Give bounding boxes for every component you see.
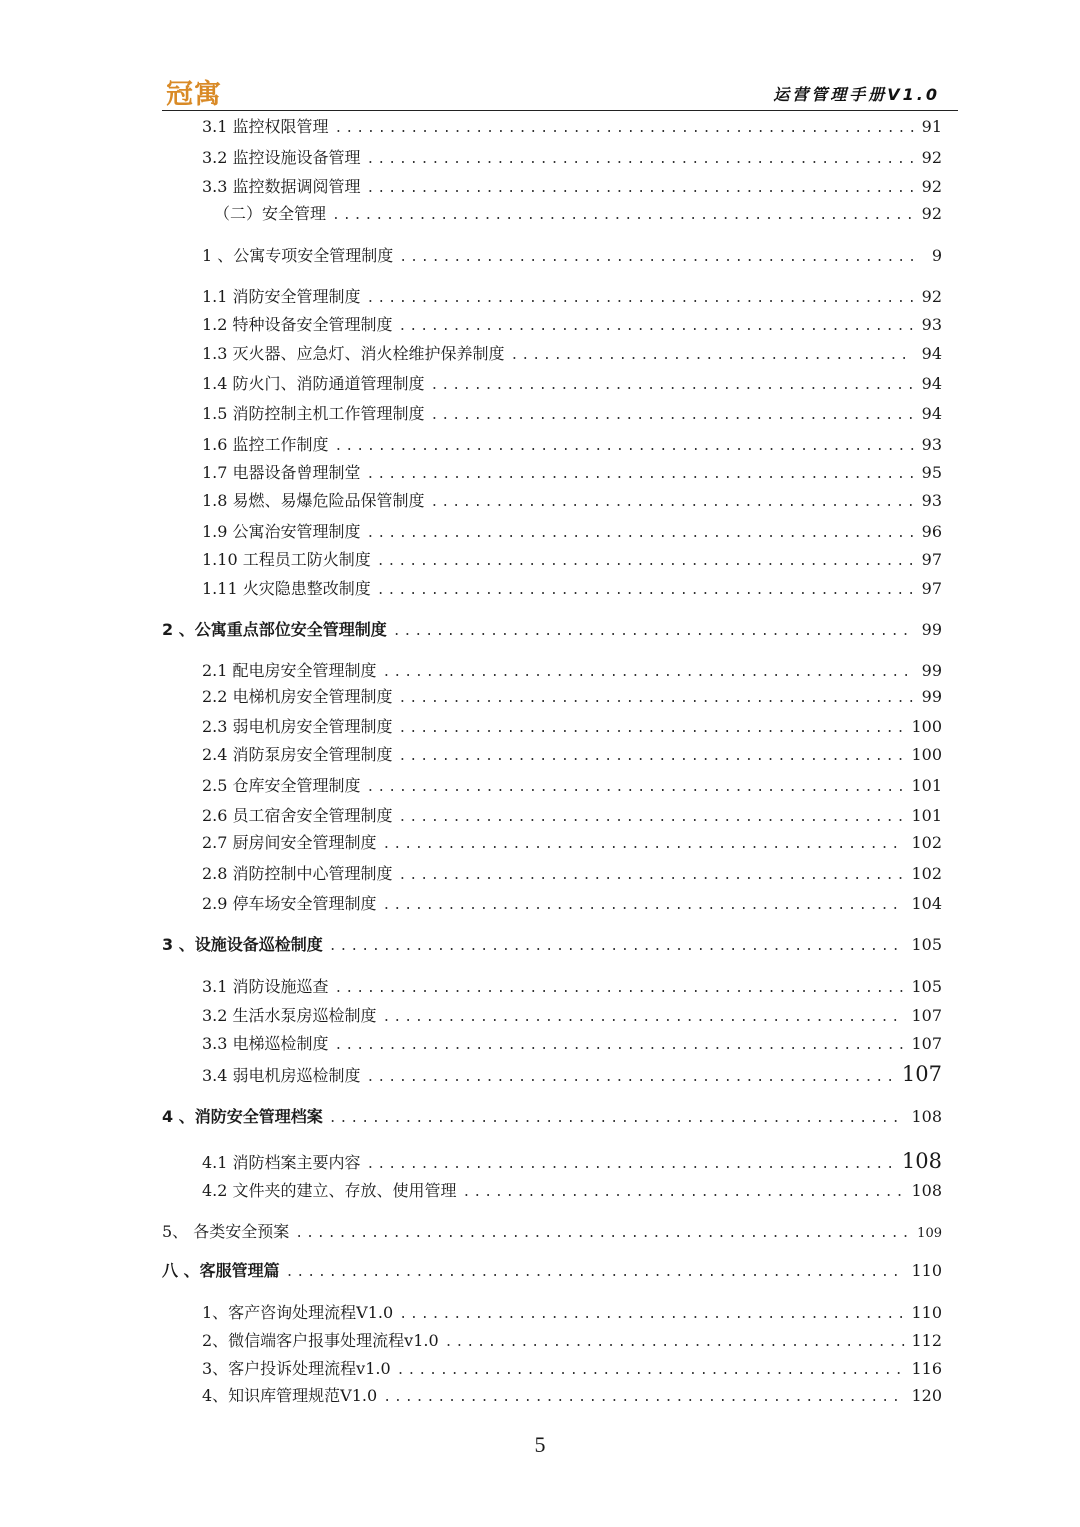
toc-entry[interactable] — [202, 1151, 942, 1173]
toc-label: 4、知识库管理规范V1.0 — [202, 1386, 378, 1405]
toc-page-number: 97 — [921, 550, 942, 569]
toc-entry[interactable] — [202, 550, 942, 572]
toc-leader — [399, 747, 906, 767]
toc-page-number: 9 — [931, 246, 942, 265]
toc-label: 2 、公寓重点部位安全管理制度 — [162, 620, 387, 639]
toc-label: 3.3 电梯巡检制度 — [202, 1034, 329, 1053]
toc-label: 1.2 特种设备安全管理制度 — [202, 315, 393, 334]
toc-page-number: 116 — [911, 1359, 942, 1378]
toc-section[interactable] — [162, 935, 942, 957]
toc-leader — [335, 979, 906, 999]
toc-section[interactable] — [162, 1261, 942, 1283]
toc-leader — [399, 689, 914, 709]
toc-page-number: 102 — [911, 864, 942, 883]
toc-entry[interactable] — [202, 463, 942, 485]
toc-entry[interactable] — [202, 246, 942, 268]
toc-leader — [367, 524, 914, 544]
toc-entry[interactable] — [202, 177, 942, 199]
toc-page-number: 101 — [911, 776, 942, 795]
toc-entry[interactable] — [202, 117, 942, 139]
toc-entry[interactable] — [202, 1064, 942, 1086]
toc-entry[interactable] — [202, 148, 942, 170]
toc-leader — [377, 552, 914, 572]
toc-leader — [367, 465, 914, 485]
toc-leader — [286, 1263, 906, 1283]
toc-label: （二）安全管理 — [214, 204, 327, 223]
toc-entry[interactable] — [202, 717, 942, 739]
toc-leader — [383, 896, 906, 916]
page-header — [162, 70, 958, 111]
toc-entry[interactable] — [202, 404, 942, 426]
toc-page-number: 99 — [921, 687, 942, 706]
toc-label: 1 、公寓专项安全管理制度 — [202, 246, 394, 265]
toc-label: 4.1 消防档案主要内容 — [202, 1153, 361, 1172]
toc-leader — [431, 376, 914, 396]
toc-leader — [383, 663, 914, 683]
toc-page-number: 100 — [911, 717, 942, 736]
toc-label: 3 、设施设备巡检制度 — [162, 935, 323, 954]
toc-page-number: 107 — [911, 1034, 942, 1053]
toc-page-number: 92 — [921, 177, 942, 196]
toc-leader — [431, 493, 914, 513]
toc-leader — [332, 206, 914, 226]
toc-label: 4 、消防安全管理档案 — [162, 1107, 323, 1126]
toc-leader — [367, 289, 914, 309]
toc-entry[interactable] — [202, 1181, 942, 1203]
toc-label: 1、客产咨询处理流程V1.0 — [202, 1303, 394, 1322]
toc-leader — [431, 406, 914, 426]
toc-entry[interactable] — [202, 806, 942, 828]
company-logo: 冠寓 — [166, 79, 222, 110]
toc-leader — [399, 317, 914, 337]
toc-leader — [399, 866, 906, 886]
toc-label: 1.5 消防控制主机工作管理制度 — [202, 404, 425, 423]
page-number: 5 — [534, 1432, 546, 1457]
toc-page-number: 93 — [921, 315, 942, 334]
toc-section[interactable] — [162, 1107, 942, 1129]
toc-page-number: 110 — [911, 1303, 942, 1322]
toc-page-number: 102 — [911, 833, 942, 852]
toc-leader — [377, 581, 914, 601]
toc-page-number: 109 — [917, 1226, 942, 1241]
toc-label: 1.8 易燃、易爆危险品保管制度 — [202, 491, 425, 510]
toc-entry[interactable] — [202, 1359, 942, 1381]
toc-leader — [511, 346, 914, 366]
toc-entry[interactable] — [214, 204, 942, 226]
toc-page-number: 105 — [911, 977, 942, 996]
toc-section[interactable] — [162, 620, 942, 642]
toc-leader — [383, 1388, 905, 1408]
toc-label: 1.1 消防安全管理制度 — [202, 287, 361, 306]
toc-label: 5、 各类安全预案 — [162, 1222, 290, 1241]
toc-page-number: 120 — [911, 1386, 942, 1405]
toc-page-number: 105 — [911, 935, 942, 954]
toc-entry[interactable] — [202, 315, 942, 337]
toc-page-number: 107 — [911, 1006, 942, 1025]
toc-leader — [383, 835, 906, 855]
toc-label: 3.1 监控权限管理 — [202, 117, 329, 136]
toc-leader — [335, 119, 914, 139]
toc-page-number: 92 — [921, 148, 942, 167]
toc-page-number: 112 — [911, 1331, 942, 1350]
toc-label: 2.3 弱电机房安全管理制度 — [202, 717, 393, 736]
toc-page-number: 93 — [921, 491, 942, 510]
toc-leader — [399, 719, 906, 739]
toc-leader — [399, 248, 914, 268]
toc-page-number: 93 — [921, 435, 942, 454]
toc-label: 2.1 配电房安全管理制度 — [202, 661, 377, 680]
toc-label: 2.6 员工宿舍安全管理制度 — [202, 806, 393, 825]
toc-label: 1.3 灭火器、应急灯、消火栓维护保养制度 — [202, 344, 505, 363]
toc-leader — [445, 1333, 906, 1353]
toc-entry[interactable] — [202, 1006, 942, 1028]
toc-entry[interactable] — [202, 661, 942, 683]
toc-entry[interactable] — [202, 1386, 942, 1408]
toc-leader — [335, 437, 914, 457]
toc-page-number: 94 — [921, 404, 942, 423]
toc-entry[interactable] — [202, 687, 942, 709]
toc-label: 1.10 工程员工防火制度 — [202, 550, 371, 569]
toc-page-number: 91 — [921, 117, 942, 136]
toc-leader — [367, 179, 914, 199]
toc-page-number: 94 — [921, 374, 942, 393]
toc-entry[interactable] — [202, 1034, 942, 1056]
toc-page-number: 92 — [921, 204, 942, 223]
toc-label: 3.2 生活水泵房巡检制度 — [202, 1006, 377, 1025]
toc-label: 1.11 火灾隐患整改制度 — [202, 579, 371, 598]
toc-label: 3.1 消防设施巡查 — [202, 977, 329, 996]
toc-entry[interactable] — [202, 522, 942, 544]
toc-label: 2、微信端客户报事处理流程v1.0 — [202, 1331, 439, 1350]
toc-label: 1.6 监控工作制度 — [202, 435, 329, 454]
toc-leader — [397, 1361, 906, 1381]
toc-leader — [463, 1183, 906, 1203]
toc-entry[interactable] — [162, 1222, 942, 1244]
toc-leader — [367, 150, 914, 170]
toc-page-number: 97 — [921, 579, 942, 598]
toc-leader — [367, 1155, 896, 1175]
toc-label: 1.9 公寓治安管理制度 — [202, 522, 361, 541]
toc-entry[interactable] — [202, 287, 942, 309]
toc-label: 3.2 监控设施设备管理 — [202, 148, 361, 167]
toc-page-number: 100 — [911, 745, 942, 764]
toc-leader — [329, 1109, 906, 1129]
toc-label: 2.5 仓库安全管理制度 — [202, 776, 361, 795]
toc-entry[interactable] — [202, 579, 942, 601]
toc-page-number: 101 — [911, 806, 942, 825]
toc-label: 2.2 电梯机房安全管理制度 — [202, 687, 393, 706]
toc-page-number: 107 — [901, 1062, 942, 1086]
toc-label: 2.4 消防泵房安全管理制度 — [202, 745, 393, 764]
toc-entry[interactable] — [202, 491, 942, 513]
toc-label: 2.9 停车场安全管理制度 — [202, 894, 377, 913]
toc-entry[interactable] — [202, 864, 942, 886]
toc-page-number: 108 — [901, 1149, 942, 1173]
toc-entry[interactable] — [202, 344, 942, 366]
toc-label: 2.8 消防控制中心管理制度 — [202, 864, 393, 883]
toc-leader — [367, 1068, 896, 1088]
toc-page-number: 110 — [911, 1261, 942, 1280]
toc-page-number: 104 — [911, 894, 942, 913]
toc-leader — [329, 937, 906, 957]
toc-entry[interactable] — [202, 745, 942, 767]
toc-leader — [399, 1305, 905, 1325]
toc-entry[interactable] — [202, 776, 942, 798]
toc-label: 2.7 厨房间安全管理制度 — [202, 833, 377, 852]
toc-label: 八 、客服管理篇 — [162, 1261, 280, 1280]
toc-leader — [383, 1008, 906, 1028]
toc-leader — [295, 1224, 911, 1244]
toc-leader — [399, 808, 906, 828]
toc-page-number: 96 — [921, 522, 942, 541]
toc-entry[interactable] — [202, 894, 942, 916]
toc-label: 3.3 监控数据调阅管理 — [202, 177, 361, 196]
toc-label: 1.7 电器设备曾理制堂 — [202, 463, 361, 482]
toc-label: 3.4 弱电机房巡检制度 — [202, 1066, 361, 1085]
toc-page-number: 92 — [921, 287, 942, 306]
toc-entry[interactable] — [202, 977, 942, 999]
toc-label: 1.4 防火门、消防通道管理制度 — [202, 374, 425, 393]
toc-entry[interactable] — [202, 435, 942, 457]
toc-leader — [335, 1036, 906, 1056]
toc-page-number: 99 — [921, 661, 942, 680]
toc-entry[interactable] — [202, 833, 942, 855]
toc-label: 3、客户投诉处理流程v1.0 — [202, 1359, 391, 1378]
toc-page-number: 95 — [921, 463, 942, 482]
document-title: 运营管理手册V1.0 — [773, 85, 940, 104]
toc-entry[interactable] — [202, 1331, 942, 1353]
toc-page-number: 108 — [911, 1181, 942, 1200]
toc-leader — [367, 778, 906, 798]
toc-page-number: 94 — [921, 344, 942, 363]
toc-leader — [393, 622, 914, 642]
toc-label: 4.2 文件夹的建立、存放、使用管理 — [202, 1181, 457, 1200]
toc-entry[interactable] — [202, 1303, 942, 1325]
toc-page-number: 108 — [911, 1107, 942, 1126]
toc-entry[interactable] — [202, 374, 942, 396]
toc-page-number: 99 — [921, 620, 942, 639]
